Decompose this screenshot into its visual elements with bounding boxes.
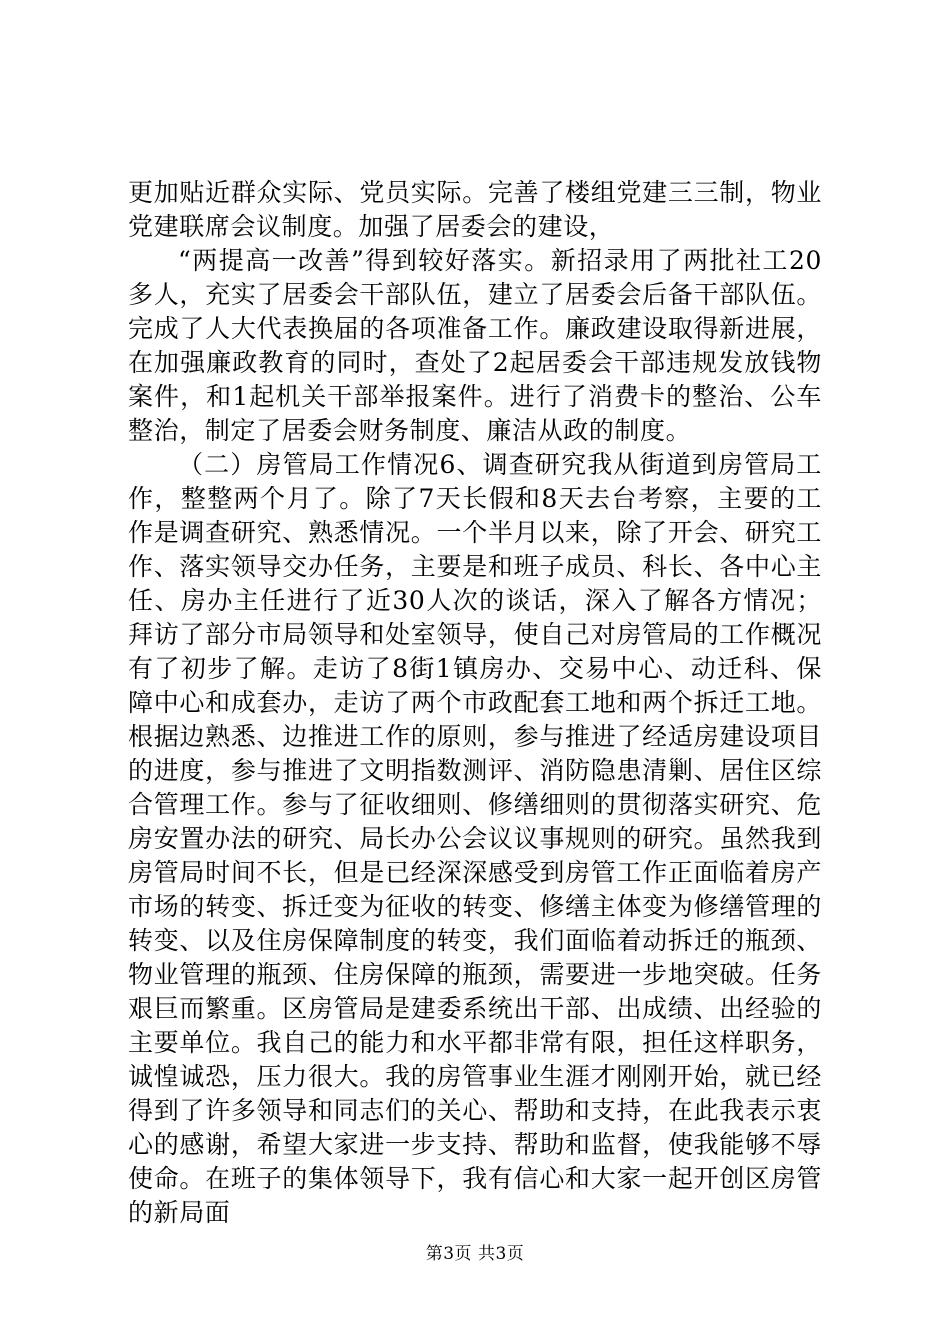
- paragraph-two-improvements: “两提高一改善”得到较好落实。新招录用了两批社工20多人，充实了居委会干部队伍，建立了居委会后备干部队伍。完成了人大代表换届的各项准备工作。廉政建设取得新进展，在加强廉政教育的同时，查处了2起居委会干部违规发放钱物案件，和1起机关干部举报案件。进行了消费卡的整治、公车整治，制定了居委会财务制度、廉洁从政的制度。: [128, 246, 822, 445]
- paragraph-housing-bureau: （二）房管局工作情况6、调查研究我从街道到房管局工作，整整两个月了。除了7天长假和8天去台考察，主要的工作是调查研究、熟悉情况。一个半月以来，除了开会、研究工作、落实领导交办任务，主要是和班子成员、科长、各中心主任、房办主任进行了近30人次的谈话，深入了解各方情况；拜访了部分市局领导和处室领导，使自己对房管局的工作概况有了初步了解。走访了8街1镇房办、交易中心、动迁科、保障中心和成套办，走访了两个市政配套工地和两个拆迁工地。根据边熟悉、边推进工作的原则，参与推进了经适房建设项目的进度，参与推进了文明指数测评、消防隐患清剿、居住区综合管理工作。参与了征收细则、修缮细则的贯彻落实研究、危房安置办法的研究、局长办公会议议事规则的研究。虽然我到房管局时间不长，但是已经深深感受到房管工作正面临着房产市场的转变、拆迁变为征收的转变、修缮主体变为修缮管理的转变、以及住房保障制度的转变，我们面临着动拆迁的瓶颈、物业管理的瓶颈、住房保障的瓶颈，需要进一步地突破。任务艰巨而繁重。区房管局是建委系统出干部、出成绩、出经验的主要单位。我自己的能力和水平都非常有限，担任这样职务，诚惶诚恐，压力很大。我的房管事业生涯才刚刚开始，就已经得到了许多领导和同志们的关心、帮助和支持，在此我表示衷心的感谢，希望大家进一步支持、帮助和监督，使我能够不辱使命。在班子的集体领导下，我有信心和大家一起开创区房管的新局面: [128, 450, 822, 1227]
- document-body: [128, 176, 822, 1230]
- paragraph-party-building: 更加贴近群众实际、党员实际。完善了楼组党建三三制，物业党建联席会议制度。加强了居委会的建设，: [128, 178, 822, 241]
- page-number-footer: 第3页 共3页: [425, 1244, 525, 1264]
